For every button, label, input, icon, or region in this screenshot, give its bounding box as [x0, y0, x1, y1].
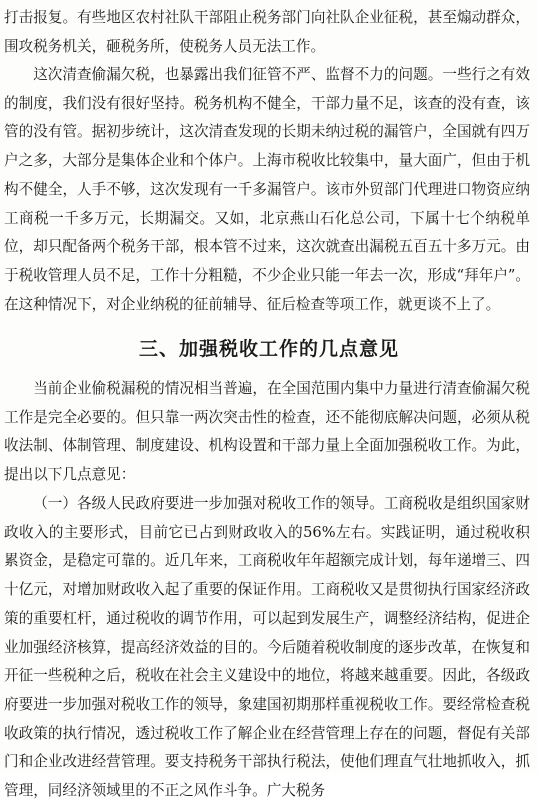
- paragraph-intro-opinions: 当前企业偷税漏税的情况相当普遍，在全国范围内集中力量进行清查偷漏欠税工作是完全必要的。但只靠一两次突击性的检查，还不能彻底解决问题，必须从税收法制、体制管理、制度建设、机构设置和干部力量上全面加强税收工作。为此，提出以下几点意见：: [4, 380, 530, 484]
- section-heading: 三、加强税收工作的几点意见: [138, 338, 399, 360]
- paragraph-continuation: 打击报复。有些地区农村社队干部阻止税务部门向社队企业征税，甚至煽动群众，围攻税务机关，砸税务所，使税务人员无法工作。: [4, 9, 530, 55]
- paragraph-collection-problems: 这次清查偷漏欠税，也暴露出我们征管不严、监督不力的问题。一些行之有效的制度，我们没有很好坚持。税务机构不健全，干部力量不足，该查的没有查，该管的没有管。据初步统计，这次清查发现的长期未纳过税的漏管户，全国就有四万户之多，大部分是集体企业和个体户。上海市税收比较集中，量大面广，但由于机构不健全，人手不够，这次发现有一千多漏管户。该市外贸部门代理进口物资应纳工商税一千多万元，长期漏交。又如，北京燕山石化总公司，下属十七个纳税单位，却只配备两个税务干部，根本管不过来，这次就查出漏税五百五十多万元。由于税收管理人员不足，工作十分粗糙，不少企业只能一年去一次，形成“拜年户”。在这种情况下，对企业纳税的征前辅导、征后检查等项工作，就更谈不上了。: [4, 66, 530, 313]
- paragraph-opinion-one: （一）各级人民政府要进一步加强对税收工作的领导。工商税收是组织国家财政收入的主要形式，目前它已占到财政收入的56%左右。实践证明，通过税收积累资金，是稳定可靠的。近几年来，工商税收年年超额完成计划，每年递增三、四十亿元，对增加财政收入起了重要的保证作用。工商税收又是贯彻执行国家经济政策的重要杠杆，通过税收的调节作用，可以起到发展生产，调整经济结构，促进企业加强经济核算，提高经济效益的目的。今后随着税收制度的逐步改革，在恢复和开征一些税种之后，税收在社会主义建设中的地位，将越来越重要。因此，各级政府要进一步加强对税收工作的领导，象建国初期那样重视税收工作。要经常检查税收政策的执行情况，透过税收工作了解企业在经营管理上存在的问题，督促有关部门和企业改进经营管理。要支持税务干部执行税法，使他们理直气壮地抓收入，抓管理，同经济领域里的不正之风作斗争。广大税务: [4, 495, 530, 800]
